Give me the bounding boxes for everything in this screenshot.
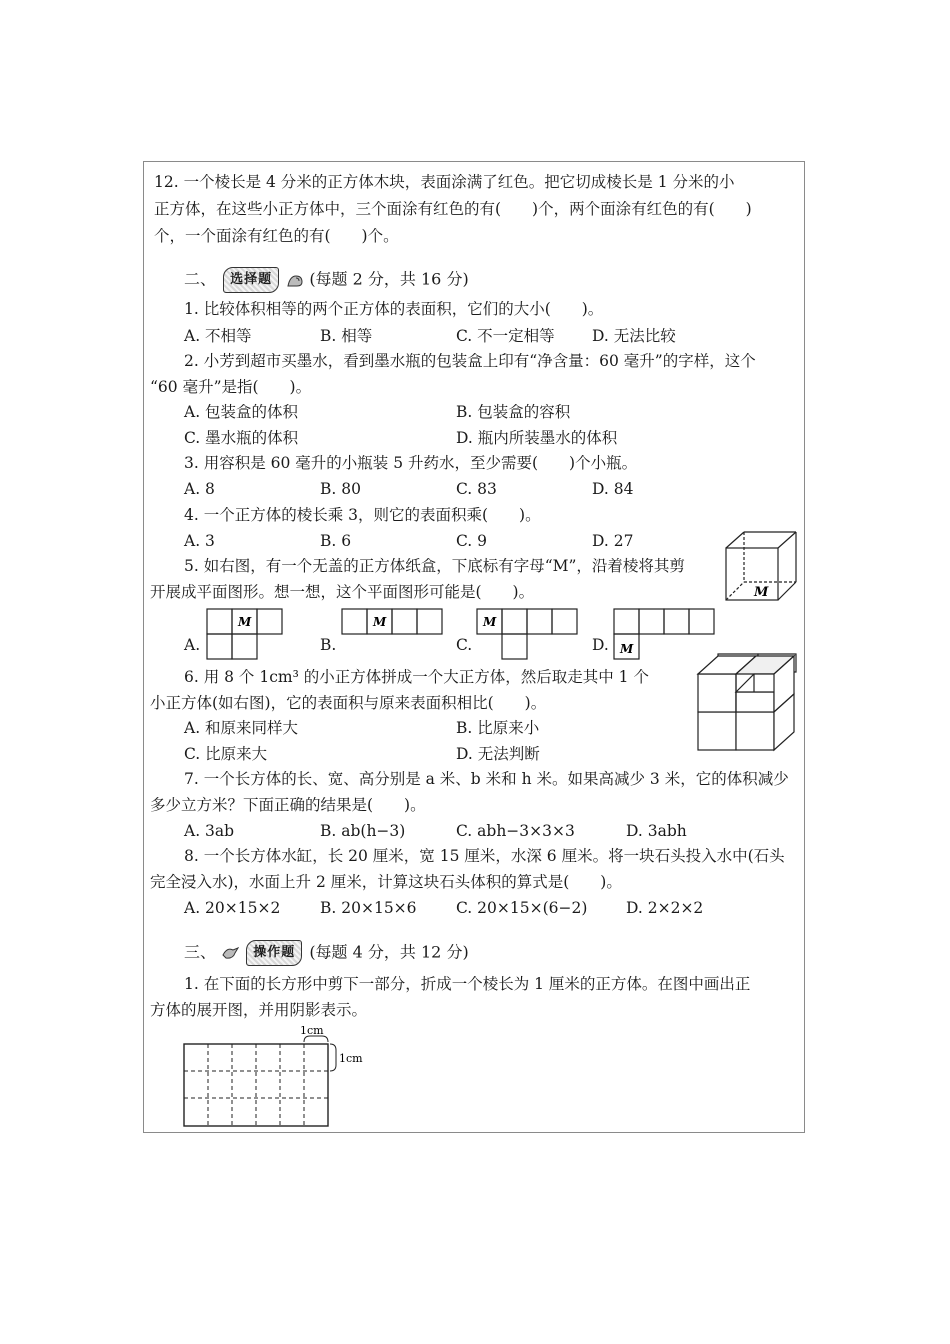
mc1-option-b: B. 相等 xyxy=(320,327,373,345)
mc6-option-d: D. 无法判断 xyxy=(456,745,540,763)
mc7-option-b: B. ab(h−3) xyxy=(320,822,406,840)
open-cube-box-figure xyxy=(724,530,800,602)
mc1-option-a: A. 不相等 xyxy=(184,327,252,345)
mc3-option-a: A. 8 xyxy=(184,480,215,498)
worksheet-page xyxy=(143,161,805,1133)
mc2-option-d: D. 瓶内所装墨水的体积 xyxy=(456,429,618,447)
net-a-figure xyxy=(206,608,284,660)
bird-decoration-icon xyxy=(221,945,239,961)
mc7-stem-line-2: 多少立方米？下面正确的结果是( )。 xyxy=(150,796,426,814)
mc8-option-b: B. 20×15×6 xyxy=(320,899,417,917)
q12-line-3: 个，一个面涂有红色的有( )个。 xyxy=(154,227,399,245)
mc5-option-d: D. xyxy=(592,636,609,654)
q12-line-2: 正方体，在这些小正方体中，三个面涂有红色的有( )个，两个面涂有红色的有( ) xyxy=(154,200,752,218)
mc3-stem: 3. 用容积是 60 毫升的小瓶装 5 升药水，至少需要( )个小瓶。 xyxy=(184,454,638,472)
mc7-option-c: C. abh−3×3×3 xyxy=(456,822,575,840)
section-3-badge: 操作题 xyxy=(246,940,302,966)
mc3-option-c: C. 83 xyxy=(456,480,497,498)
section-3-number: 三、 xyxy=(184,942,217,962)
net-b-figure xyxy=(341,608,444,635)
mc7-option-d: D. 3abh xyxy=(626,822,687,840)
mc2-stem-line-2: “60 毫升”是指( )。 xyxy=(150,378,312,396)
mc5-stem-line-1: 5. 如右图，有一个无盖的正方体纸盒，下底标有字母“M”，沿着棱将其剪 xyxy=(184,557,685,575)
mc4-option-c: C. 9 xyxy=(456,532,488,550)
mc8-stem-line-1: 8. 一个长方体水缸，长 20 厘米，宽 15 厘米，水深 6 厘米。将一块石头投入水中(石头 xyxy=(184,847,785,865)
dim-top-label: 1cm xyxy=(300,1026,324,1037)
mc4-option-a: A. 3 xyxy=(184,532,215,550)
section-2-header xyxy=(184,267,469,293)
net-c-figure xyxy=(476,608,579,660)
net-a-face-label: M xyxy=(238,615,252,629)
mc5-stem-line-2: 开展成平面图形。想一想，这个平面图形可能是( )。 xyxy=(150,583,535,601)
section-3-score-note: (每题 4 分，共 12 分) xyxy=(309,942,469,962)
mc1-option-c: C. 不一定相等 xyxy=(456,327,555,345)
mc2-stem-line-1: 2. 小芳到超市买墨水，看到墨水瓶的包装盒上印有“净含量：60 毫升”的字样，这个 xyxy=(184,352,756,370)
grid-rectangle-figure xyxy=(182,1026,372,1130)
op1-line-2: 方体的展开图，并用阴影表示。 xyxy=(150,1001,368,1019)
op1-line-1: 1. 在下面的长方形中剪下一部分，折成一个棱长为 1 厘米的正方体。在图中画出正 xyxy=(184,975,751,993)
mc5-option-a: A. xyxy=(184,636,201,654)
mc2-option-a: A. 包装盒的体积 xyxy=(184,403,299,421)
box-bottom-label: M xyxy=(754,585,769,600)
mc8-option-a: A. 20×15×2 xyxy=(184,899,281,917)
section-2-score-note: (每题 2 分，共 16 分) xyxy=(309,269,469,289)
cube-stack-figure xyxy=(696,652,800,754)
section-2-number: 二、 xyxy=(184,269,217,289)
section-3-header xyxy=(184,940,469,966)
dim-right-label: 1cm xyxy=(339,1052,363,1065)
mc4-option-b: B. 6 xyxy=(320,532,352,550)
net-b-face-label: M xyxy=(373,615,387,629)
snail-decoration-icon xyxy=(286,272,304,288)
mc4-option-d: D. 27 xyxy=(592,532,634,550)
mc6-option-c: C. 比原来大 xyxy=(184,745,268,763)
mc4-stem: 4. 一个正方体的棱长乘 3，则它的表面积乘( )。 xyxy=(184,506,541,524)
net-d-face-label: M xyxy=(620,642,634,656)
net-c-face-label: M xyxy=(483,615,497,629)
mc8-option-c: C. 20×15×(6−2) xyxy=(456,899,588,917)
mc8-option-d: D. 2×2×2 xyxy=(626,899,704,917)
q12-line-1: 12. 一个棱长是 4 分米的正方体木块，表面涂满了红色。把它切成棱长是 1 分米的小 xyxy=(154,173,735,191)
mc8-stem-line-2: 完全浸入水)，水面上升 2 厘米，计算这块石头体积的算式是( )。 xyxy=(150,873,622,891)
section-2-badge: 选择题 xyxy=(223,267,279,293)
mc1-stem: 1. 比较体积相等的两个正方体的表面积，它们的大小( )。 xyxy=(184,300,604,318)
mc7-option-a: A. 3ab xyxy=(184,822,235,840)
mc5-option-b: B. xyxy=(320,636,337,654)
mc6-option-a: A. 和原来同样大 xyxy=(184,719,299,737)
mc6-stem-line-1: 6. 用 8 个 1cm³ 的小正方体拼成一个大正方体，然后取走其中 1 个 xyxy=(184,668,649,686)
mc2-option-c: C. 墨水瓶的体积 xyxy=(184,429,299,447)
mc3-option-b: B. 80 xyxy=(320,480,361,498)
mc1-option-d: D. 无法比较 xyxy=(592,327,676,345)
mc5-option-c: C. xyxy=(456,636,473,654)
mc3-option-d: D. 84 xyxy=(592,480,634,498)
mc6-stem-line-2: 小正方体(如右图)，它的表面积与原来表面积相比( )。 xyxy=(150,694,547,712)
mc2-option-b: B. 包装盒的容积 xyxy=(456,403,571,421)
mc6-option-b: B. 比原来小 xyxy=(456,719,540,737)
mc7-stem-line-1: 7. 一个长方体的长、宽、高分别是 a 米、b 米和 h 米。如果高减少 3 米，它的体积减少 xyxy=(184,770,789,788)
